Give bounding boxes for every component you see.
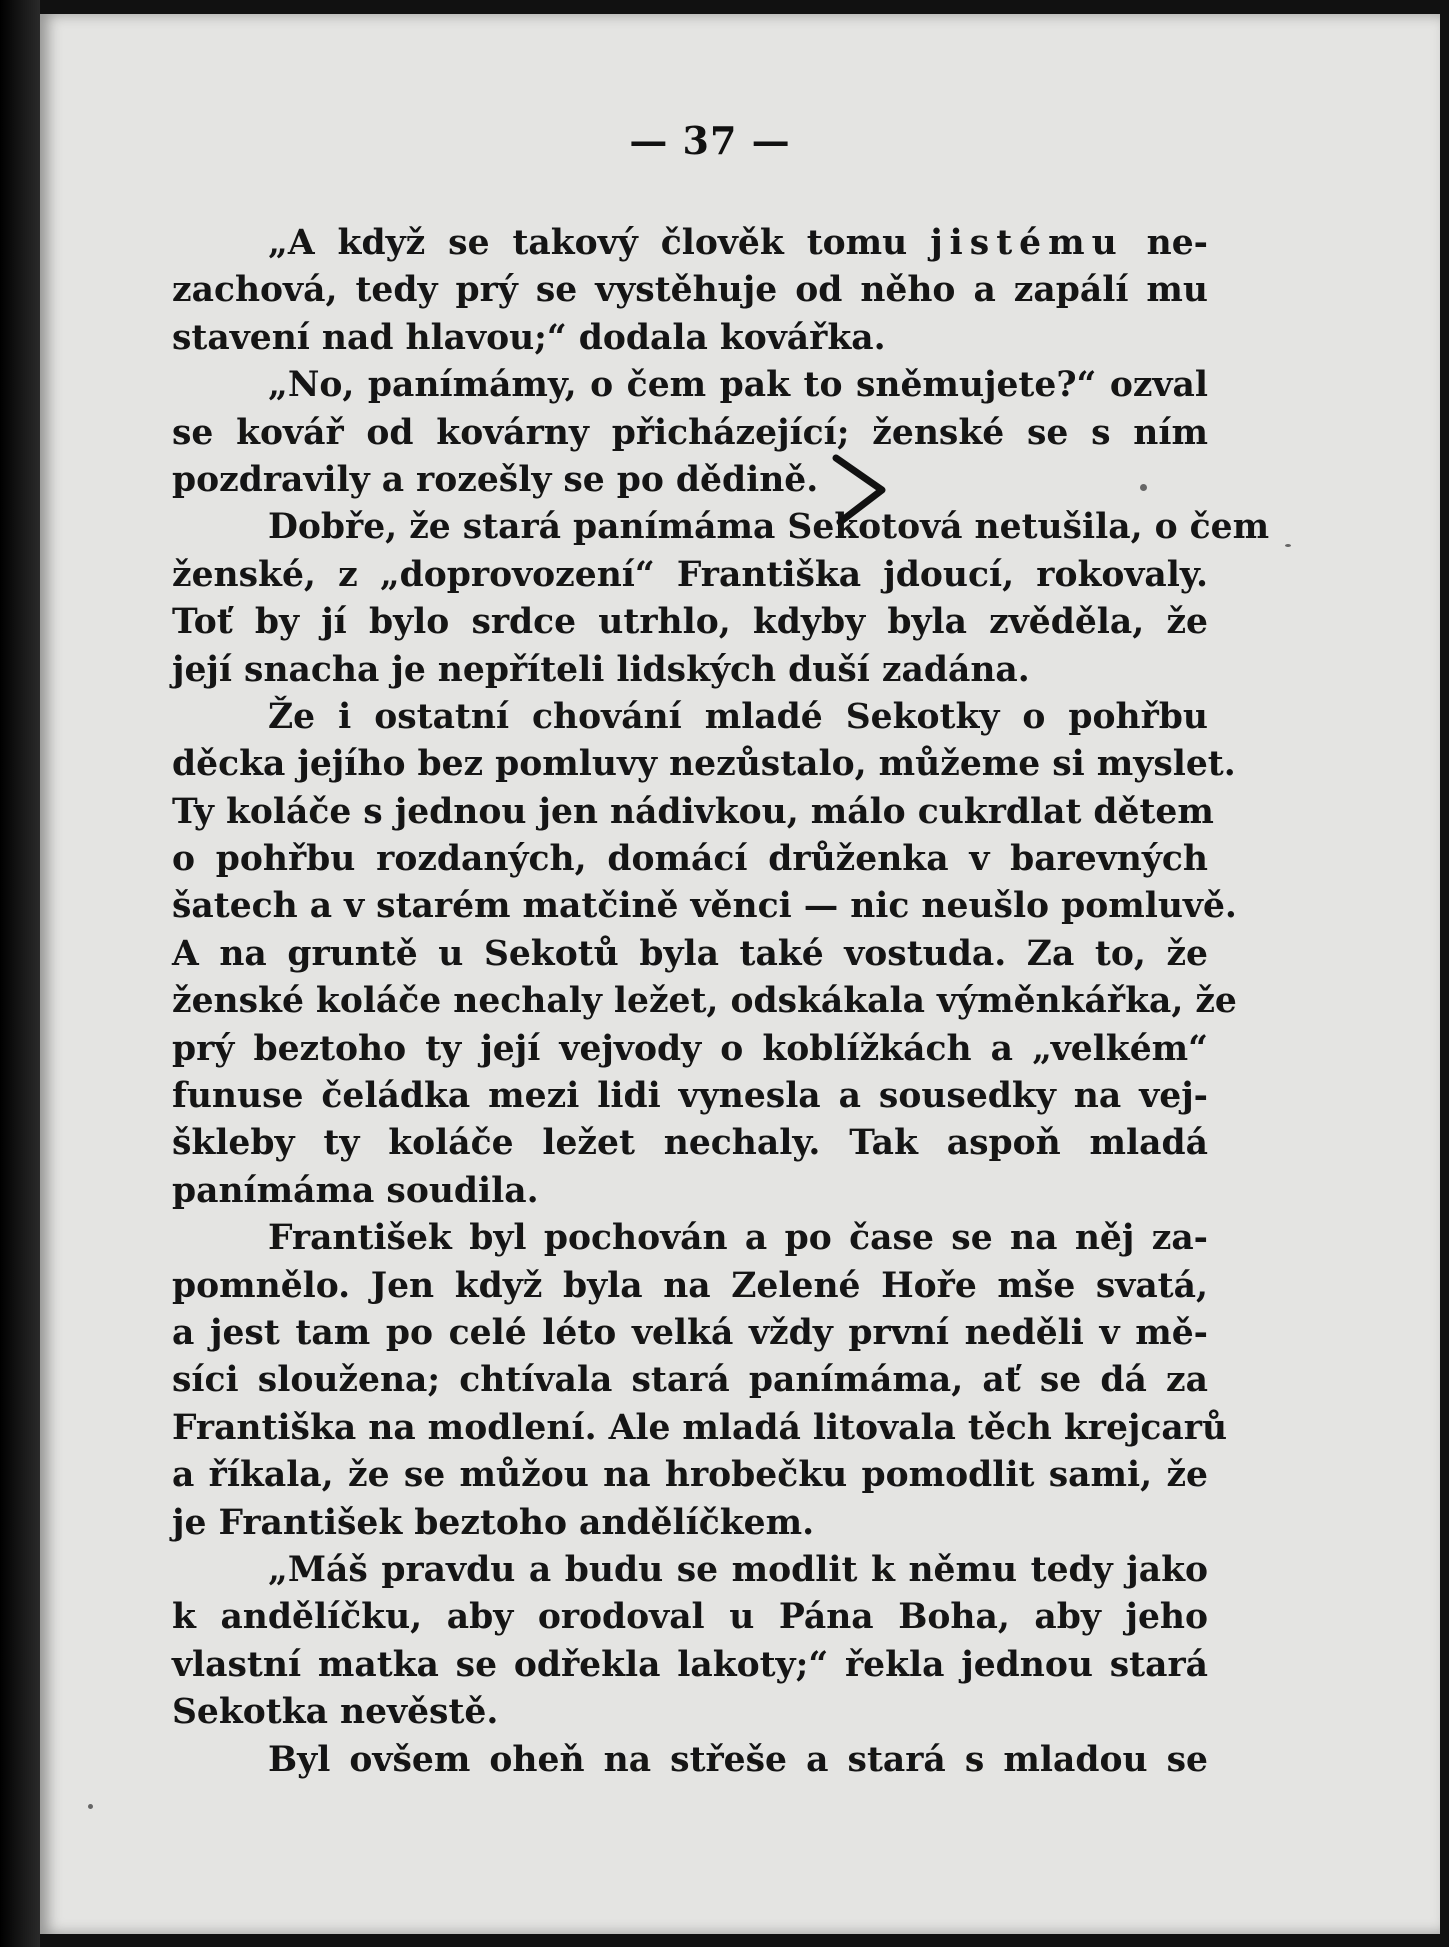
page-number: — 37 —: [629, 118, 791, 163]
book-binding-edge: [0, 0, 40, 1947]
text-line: stavení nad hlavou;“ dodala kovářka.: [172, 317, 886, 358]
pencil-mark-icon: [832, 452, 892, 532]
text-line: je František beztoho andělíčkem.: [172, 1502, 815, 1543]
text-line: pozdravily a rozešly se po dědině.: [172, 459, 819, 500]
text-line: k andělíčku, aby orodoval u Pána Boha, aby jeho: [172, 1597, 1208, 1638]
text-line: pomnělo. Jen když byla na Zelené Hoře mše svatá,: [172, 1265, 1208, 1306]
text-line: ženské, z „doprovození“ Františka jdoucí, rokovaly.: [172, 554, 1208, 595]
line-tail: ne-: [1123, 223, 1208, 263]
text-line: Toť by jí bylo srdce utrhlo, kdyby byla zvěděla, že: [172, 602, 1208, 643]
text-line: vlastní matka se odřekla lakoty;“ řekla jednou stará: [172, 1644, 1208, 1685]
text-line: se kovář od kovárny přicházející; ženské se s ním: [172, 412, 1208, 453]
text-line: Že i ostatní chování mladé Sekotky o pohřbu: [268, 696, 1208, 737]
text-line: šatech a v starém matčině věnci — nic neušlo pomluvě.: [172, 886, 1237, 927]
text-line: A na gruntě u Sekotů byla také vostuda. Za to, že: [172, 933, 1208, 974]
spaced-word: jistému: [930, 223, 1124, 263]
text-line: škleby ty koláče ležet nechaly. Tak aspoň mladá: [172, 1123, 1208, 1164]
text-line: prý beztoho ty její vejvody o koblížkách a „velkém“: [172, 1028, 1208, 1069]
text-line: Františka na modlení. Ale mladá litovala těch krejcarů: [172, 1407, 1228, 1448]
text-line: funuse čeládka mezi lidi vynesla a sousedky na vej-: [172, 1076, 1208, 1117]
text-line: František byl pochován a po čase se na něj za-: [268, 1218, 1208, 1259]
text-line: ženské koláče nechaly ležet, odskákala výměnkářka, že: [172, 981, 1237, 1022]
line-text: „A když se takový člověk tomu: [268, 223, 931, 263]
text-line: zachová, tedy prý se vystěhuje od něho a zapálí mu: [172, 270, 1208, 311]
text-line: Sekotka nevěstě.: [172, 1692, 499, 1733]
text-line: její snacha je nepříteli lidských duší zadána.: [172, 649, 1030, 690]
paper-speck: [88, 1804, 93, 1809]
text-line: Dobře, že stará panímáma Sekotová netušila, o čem: [268, 507, 1270, 548]
text-line: Byl ovšem oheň na střeše a stará s mladou se: [268, 1739, 1208, 1780]
paper-speck: [1285, 544, 1291, 547]
text-line: síci sloužena; chtívala stará panímáma, ať se dá za: [172, 1360, 1208, 1401]
text-line: a říkala, že se můžou na hrobečku pomodlit sami, že: [172, 1455, 1208, 1496]
page-text: [172, 220, 1270, 1784]
text-line: a jest tam po celé léto velká vždy první neděli v mě-: [172, 1312, 1208, 1353]
text-line: „No, panímámy, o čem pak to sněmujete?“ ozval: [268, 365, 1208, 406]
text-line: děcka jejího bez pomluvy nezůstalo, můžeme si myslet.: [172, 744, 1236, 785]
text-line: „Máš pravdu a budu se modlit k němu tedy jako: [268, 1549, 1208, 1590]
text-line: [172, 220, 1208, 267]
text-line: panímáma soudila.: [172, 1170, 539, 1211]
text-line: o pohřbu rozdaných, domácí drůženka v barevných: [172, 839, 1208, 880]
text-line: Ty koláče s jednou jen nádivkou, málo cukrdlat dětem: [172, 791, 1214, 832]
